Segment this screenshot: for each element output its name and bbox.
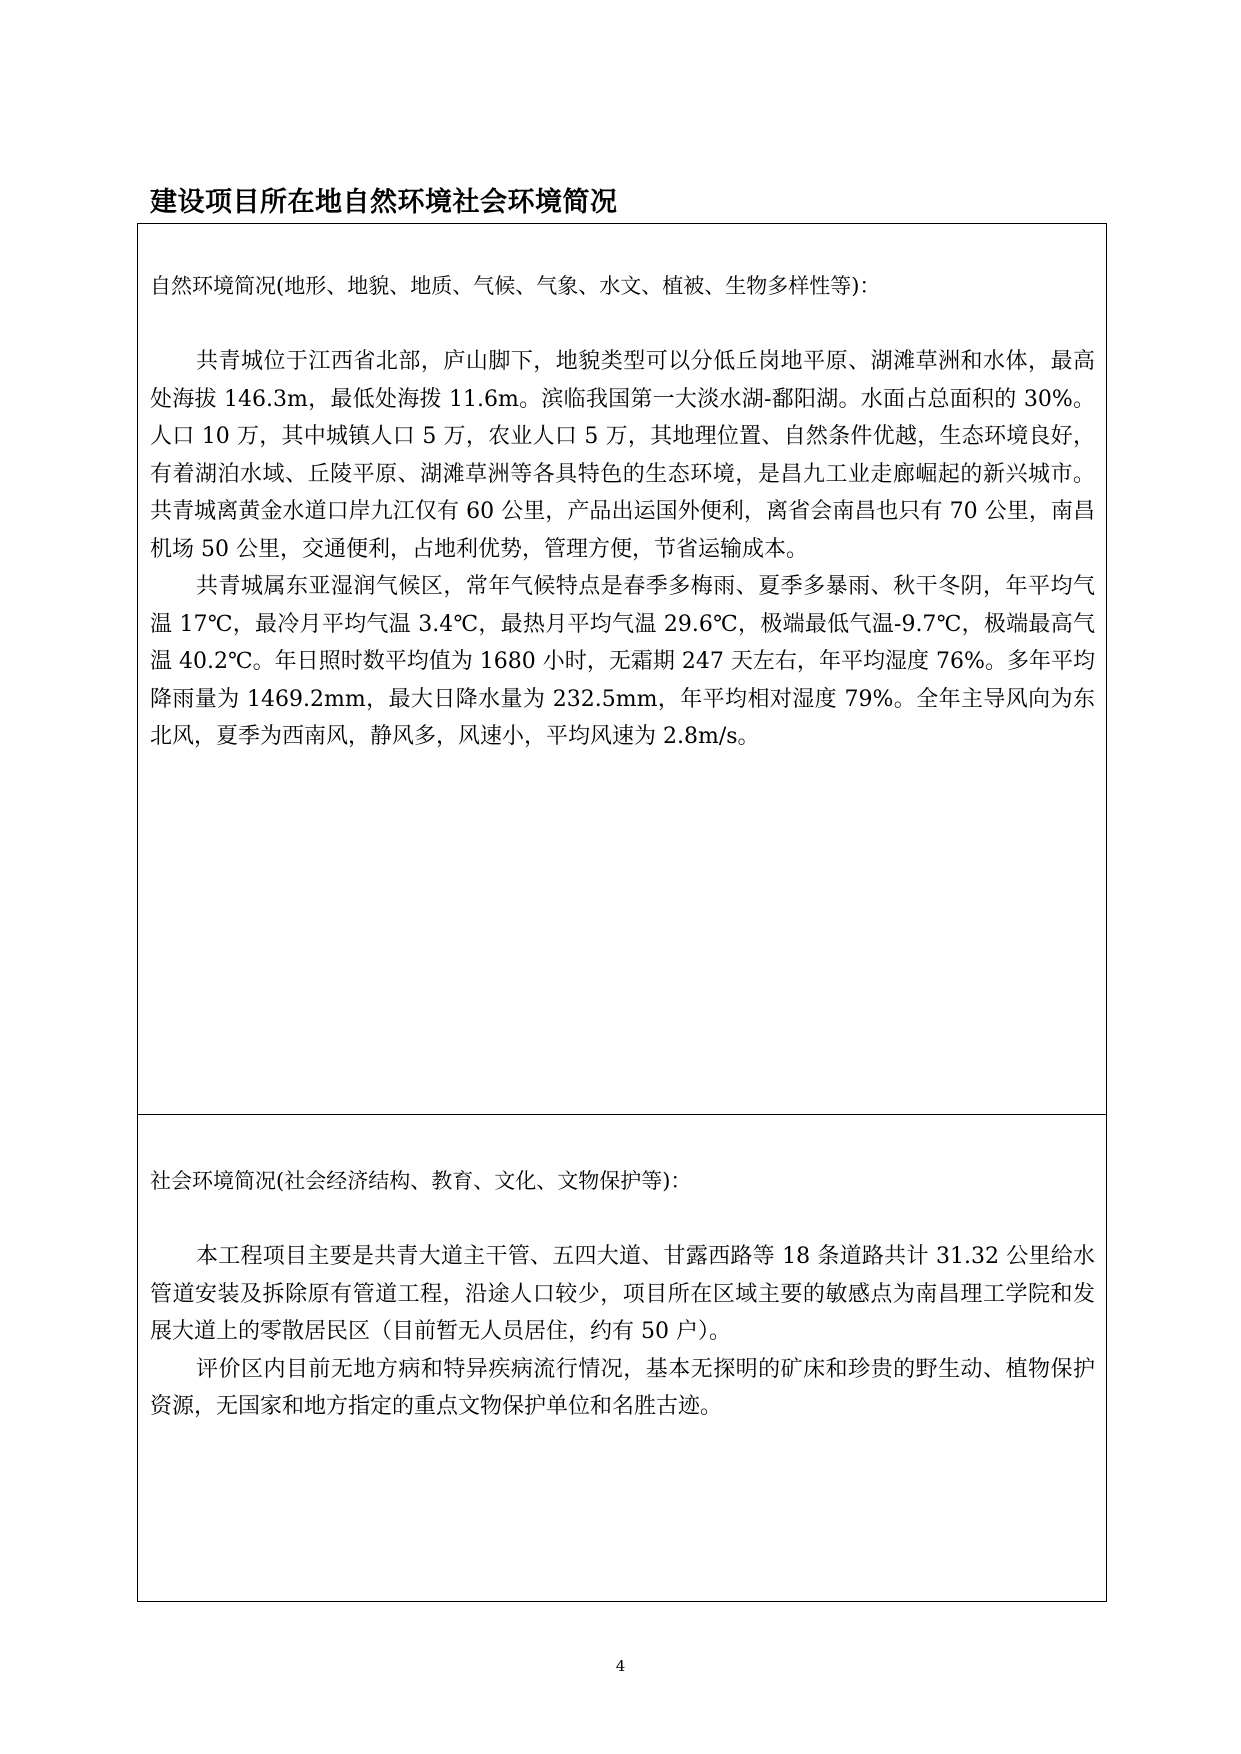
social-environment-heading: 社会环境简况(社会经济结构、教育、文化、文物保护等)： xyxy=(150,1169,692,1193)
social-paragraph-assessment: 评价区内目前无地方病和特异疾病流行情况，基本无探明的矿床和珍贵的野生动、植物保护资源，无国家和地方指定的重点文物保护单位和名胜古迹。 xyxy=(150,1356,1095,1419)
social-environment-body xyxy=(150,1238,1095,1426)
social-environment-section xyxy=(137,1114,1107,1602)
social-paragraph-project: 本工程项目主要是共青大道主干管、五四大道、甘露西路等 18 条道路共计 31.32 公里给水管道安装及拆除原有管道工程，沿途人口较少，项目所在区域主要的敏感点为南昌理工学院和发展大道上的零散居民区（目前暂无人员居住，约有 50 户）。 xyxy=(150,1244,1095,1344)
natural-environment-heading: 自然环境简况(地形、地貌、地质、气候、气象、水文、植被、生物多样性等)： xyxy=(150,274,881,298)
page-number: 4 xyxy=(615,1657,626,1675)
natural-environment-body xyxy=(150,343,1095,756)
page-title: 建设项目所在地自然环境社会环境简况 xyxy=(150,187,618,218)
natural-environment-section xyxy=(137,223,1107,1115)
natural-paragraph-geography: 共青城位于江西省北部，庐山脚下，地貌类型可以分低丘岗地平原、湖滩草洲和水体，最高处海拔 146.3m，最低处海拨 11.6m。滨临我国第一大淡水湖-鄱阳湖。水面占总面积的 30%。人口 10 万，其中城镇人口 5 万，农业人口 5 万，其地理位置、自然条件优越，生态环境良好，有着湖泊水域、丘陵平原、湖滩草洲等各具特色的生态环境，是昌九工业走廊崛起的新兴城市。共青城离黄金水道口岸九江仅有 60 公里，产品出运国外便利，离省会南昌也只有 70 公里，南昌机场 50 公里，交通便利，占地利优势，管理方便，节省运输成本。 xyxy=(150,349,1095,562)
natural-paragraph-climate: 共青城属东亚湿润气候区，常年气候特点是春季多梅雨、夏季多暴雨、秋干冬阴，年平均气温 17℃，最冷月平均气温 3.4℃，最热月平均气温 29.6℃，极端最低气温-9.7℃，极端最高气温 40.2℃。年日照时数平均值为 1680 小时，无霜期 247 天左右，年平均湿度 76%。多年平均降雨量为 1469.2mm，最大日降水量为 232.5mm，年平均相对湿度 79%。全年主导风向为东北风，夏季为西南风，静风多，风速小，平均风速为 2.8m/s。 xyxy=(150,574,1095,749)
